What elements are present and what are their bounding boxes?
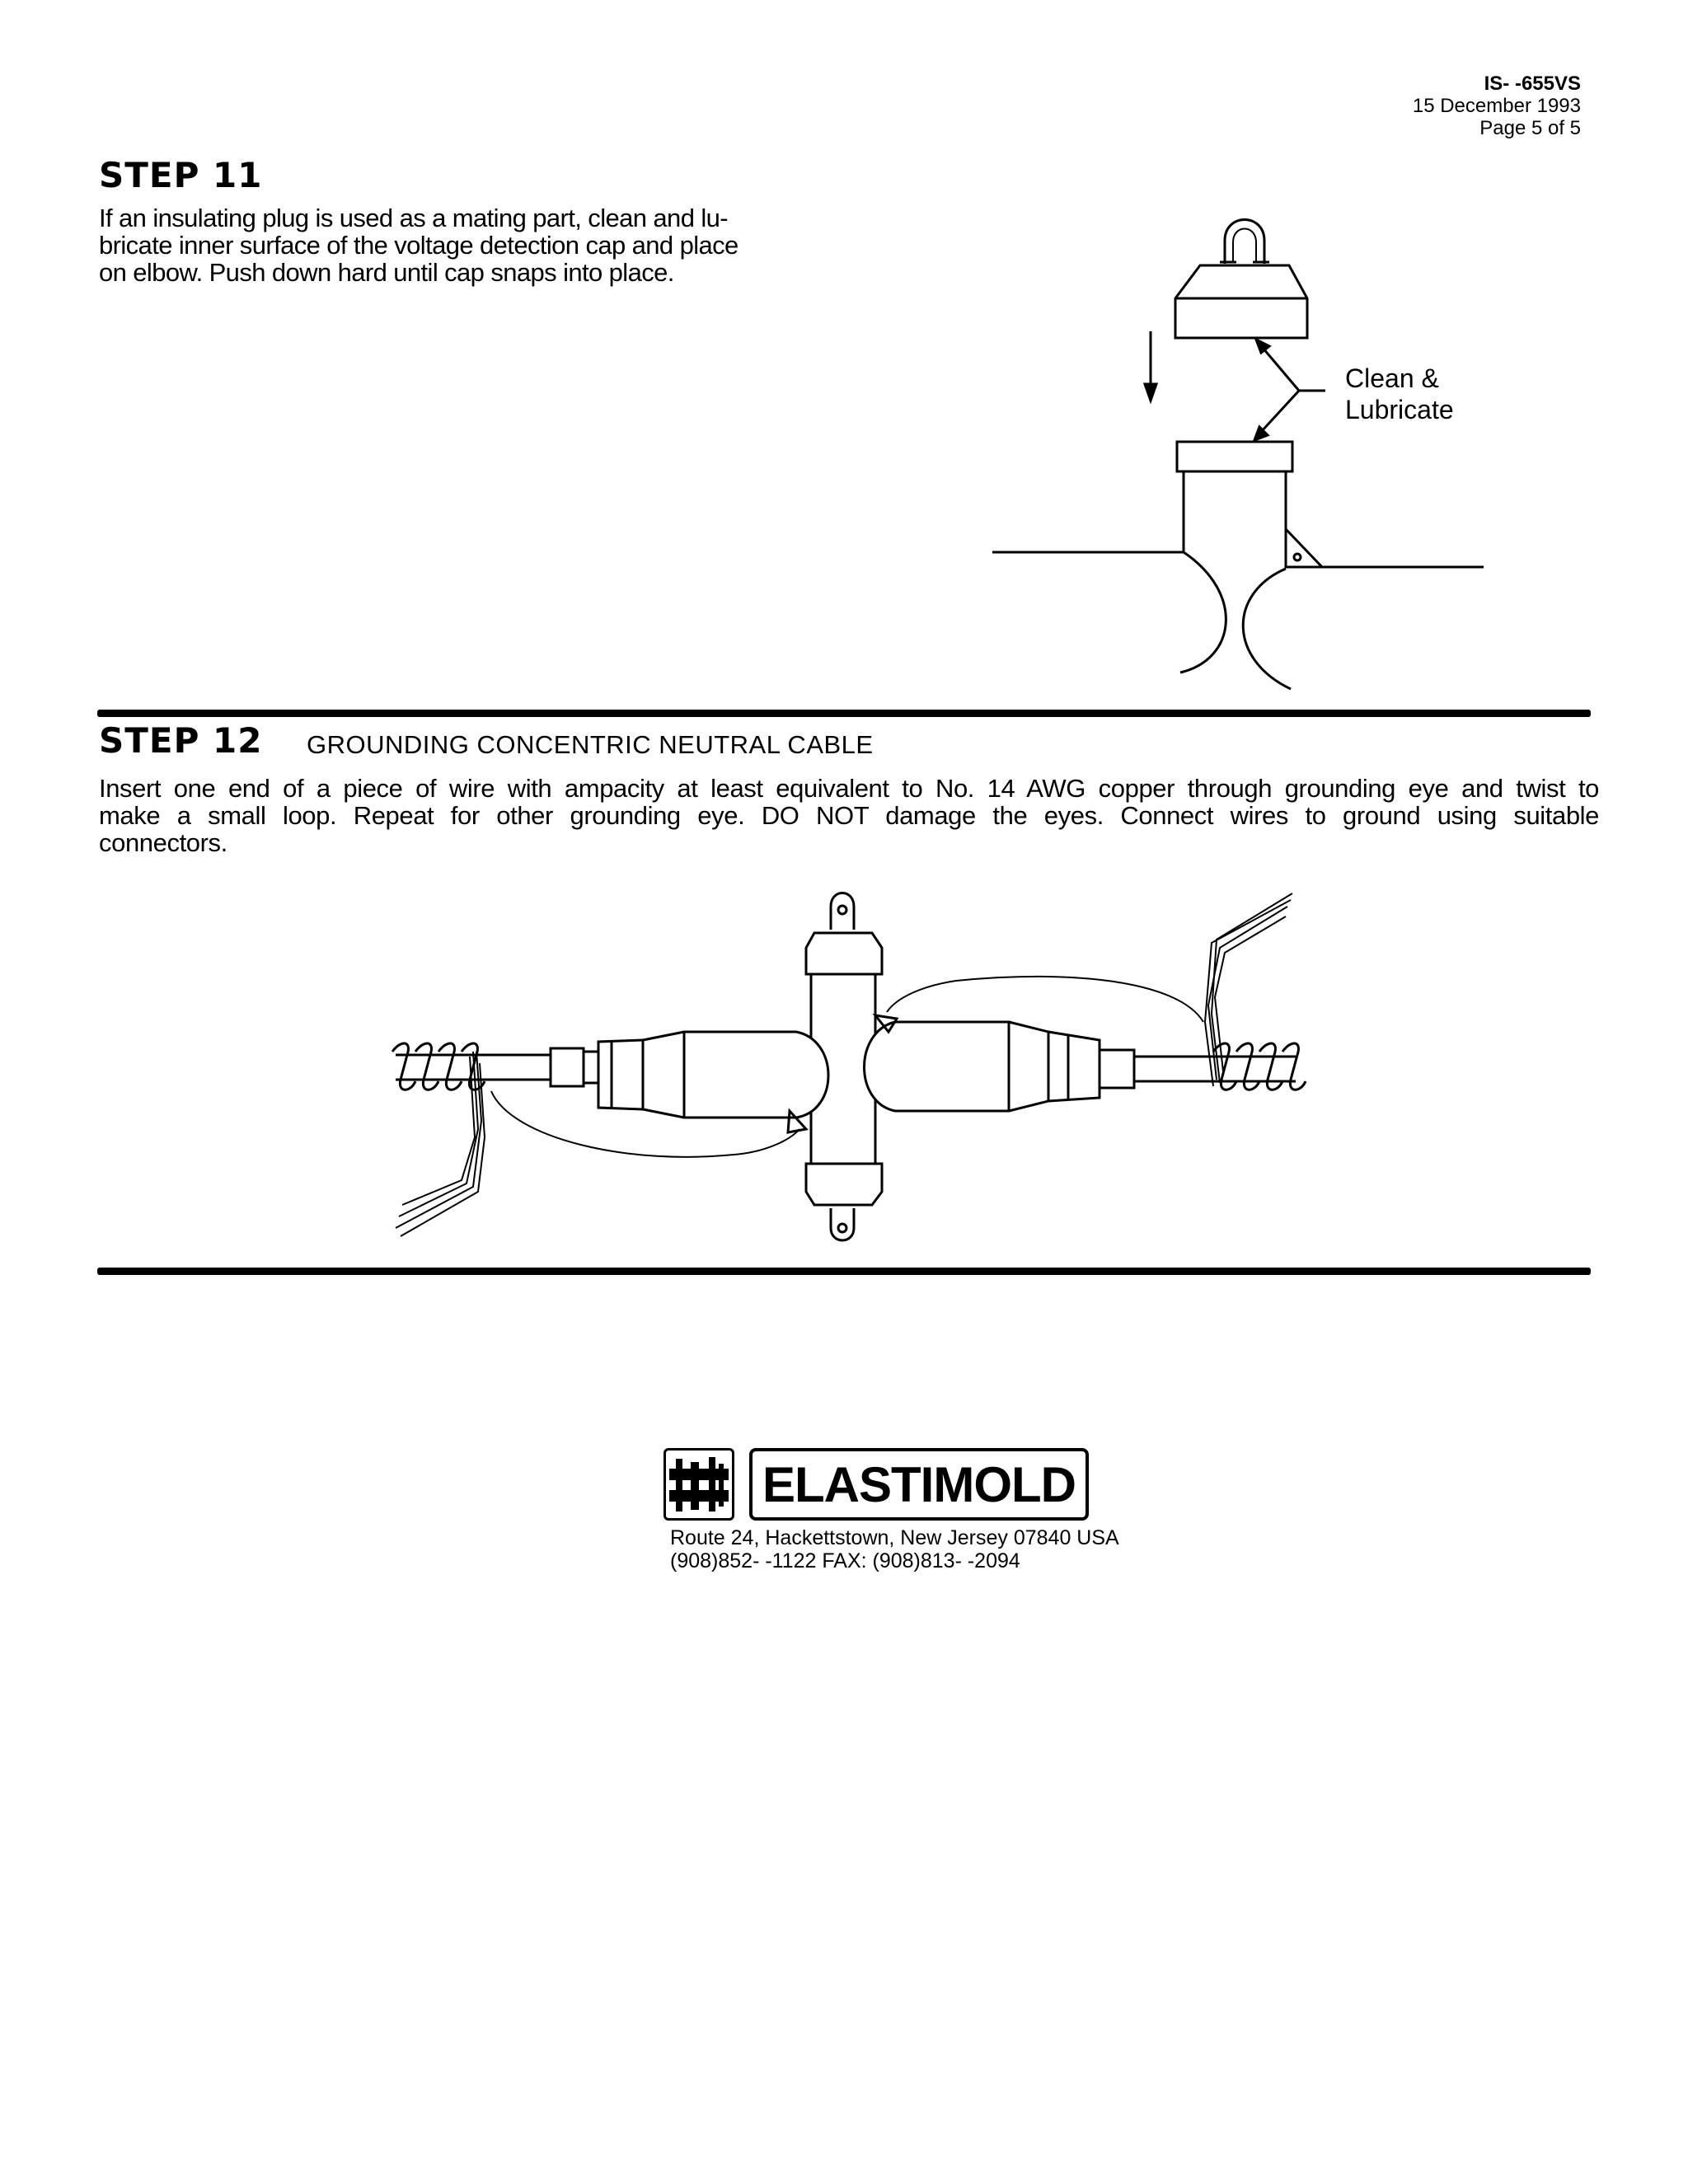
address-line-2: (908)852- -1122 FAX: (908)813- -2094 (670, 1549, 1020, 1572)
step-12-line-2: make a small loop. Repeat for other grounding eye. DO NOT damage the eyes. Connect wires to ground using suitable (99, 801, 1599, 830)
step-11-title: STEP 11 (99, 155, 263, 195)
elastimold-logo-wordmark: ELASTIMOLD (749, 1448, 1089, 1521)
company-address (670, 1526, 1119, 1572)
step-12-subtitle: GROUNDING CONCENTRIC NEUTRAL CABLE (307, 730, 874, 759)
step-12-line-3: connectors. (99, 828, 227, 857)
callout-line-1: Clean & (1345, 363, 1439, 393)
section-divider-2 (97, 1268, 1591, 1275)
document-date: 15 December 1993 (1412, 95, 1581, 117)
step-11-line-1: If an insulating plug is used as a mating part, clean and lu- (99, 204, 728, 232)
page-number: Page 5 of 5 (1479, 117, 1581, 139)
address-line-1: Route 24, Hackettstown, New Jersey 07840 USA (670, 1526, 1119, 1549)
connector-emblem-icon (666, 1451, 732, 1518)
step-12-title: STEP 12 (99, 720, 263, 761)
document-id: IS- -655VS (1484, 73, 1581, 95)
step-12-line-1: Insert one end of a piece of wire with ampacity at least equivalent to No. 14 AWG copper through grounding eye and twist to (99, 774, 1599, 803)
step-11-line-3: on elbow. Push down hard until cap snaps into place. (99, 258, 674, 287)
step-11-line-2: bricate inner surface of the voltage detection cap and place (99, 231, 738, 260)
elastimold-logo-emblem (663, 1448, 734, 1521)
callout-line-2: Lubricate (1345, 395, 1454, 424)
